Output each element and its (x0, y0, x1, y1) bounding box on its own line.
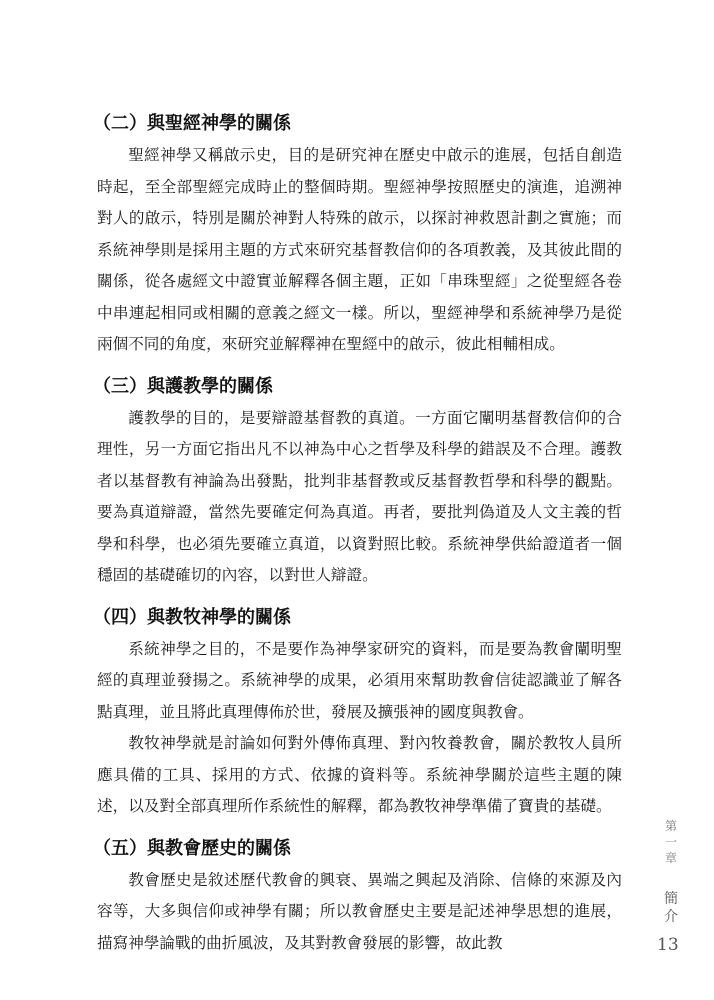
section-heading: （三）與護教學的關係 (93, 375, 273, 397)
chapter-title (664, 890, 678, 926)
page-body (93, 110, 622, 971)
title-char: 簡 (664, 891, 678, 907)
page-number: 13 (657, 935, 679, 955)
paragraph: 系統神學之目的，不是要作為神學家研究的資料，而是要為教會闡明聖經的真理並發揚之。系統神學的成果，必須用來幫助教會信徒認識並了解各點真理，並且將此真理傳佈於世，發展及擴張神的國度與教會。 (97, 639, 622, 721)
chapter-sidebar (663, 818, 679, 926)
section-apologetics (93, 373, 622, 592)
paragraph: 教會歷史是敘述歷代教會的興衰、異端之興起及消除、信條的來源及內容等，大多與信仰或神學有關；所以教會歷史主要是記述神學思想的進展，描寫神學論戰的曲折風波，及其對教會發展的影響，故此教 (97, 870, 622, 952)
section-heading: （二）與聖經神學的關係 (93, 113, 291, 134)
section-biblical-theology (93, 110, 622, 361)
chapter-char: 一 (664, 835, 677, 849)
paragraph: 教牧神學就是討論如何對外傳佈真理、對內牧養教會，關於教牧人員所應具備的工具、採用的方式、依據的資料等。系統神學關於這些主題的陳述，以及對全部真理所作系統性的解釋，都為教牧神學準備了寶貴的基礎。 (97, 734, 622, 815)
section-pastoral-theology (93, 604, 622, 823)
title-char: 介 (664, 909, 678, 925)
chapter-char: 章 (664, 851, 677, 865)
section-heading: （五）與教會歷史的關係 (93, 837, 291, 859)
section-church-history (93, 835, 622, 960)
section-heading: （四）與教牧神學的關係 (93, 606, 291, 628)
chapter-char: 第 (664, 819, 677, 833)
chapter-label (665, 818, 677, 866)
paragraph: 護教學的目的，是要辯證基督教的真道。一方面它闡明基督教信仰的合理性，另一方面它指出凡不以神為中心之哲學及科學的錯誤及不合理。護教者以基督教有神論為出發點，批判非基督教或反基督教哲學和科學的觀點。要為真道辯證，當然先要確定何為真道。再者，要批判偽道及人文主義的哲學和科學，也必須先要確立真道，以資對照比較。系統神學供給證道者一個穩固的基礎確切的內容，以對世人辯證。 (97, 408, 622, 584)
paragraph: 聖經神學又稱啟示史，目的是研究神在歷史中啟示的進展，包括自創造時起，至全部聖經完成時止的整個時期。聖經神學按照歷史的演進，追溯神對人的啟示，特別是關於神對人特殊的啟示，以探討神救恩計劃之實施；而系統神學則是採用主題的方式來研究基督教信仰的各項教義，及其彼此間的關係，從各處經文中證實並解釋各個主題，正如「串珠聖經」之從聖經各卷中串連起相同或相關的意義之經文一樣。所以，聖經神學和系統神學乃是從兩個不同的角度，來研究並解釋神在聖經中的啟示，彼此相輔相成。 (97, 146, 622, 353)
